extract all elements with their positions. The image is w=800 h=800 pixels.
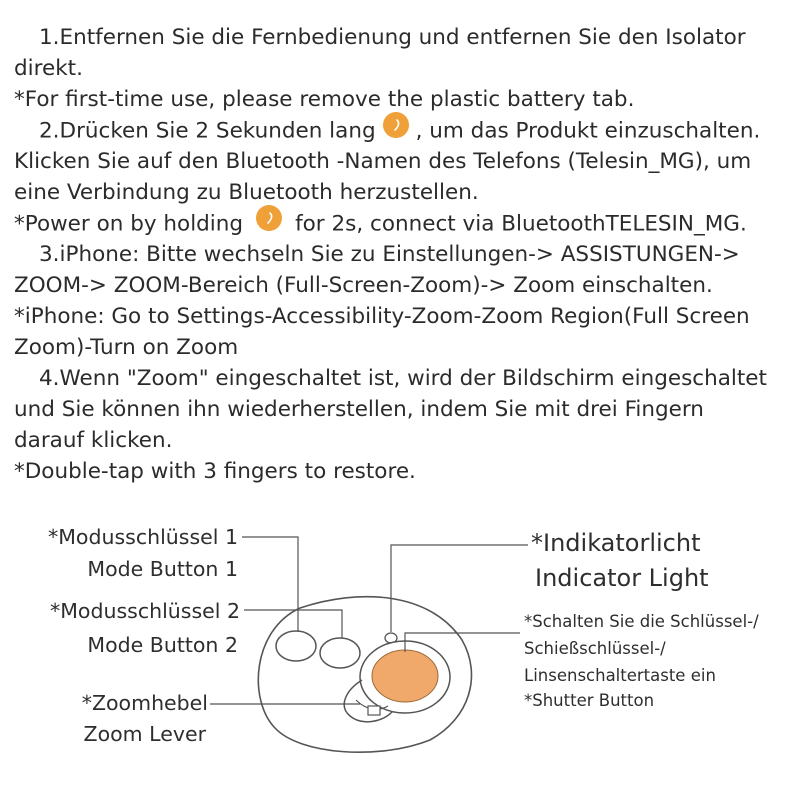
step1-de-line2: direkt. xyxy=(14,56,83,81)
step4-de-line1: 4.Wenn "Zoom" eingeschaltet ist, wird der Bildschirm eingeschaltet xyxy=(39,366,767,391)
step2-de-line2: Klicken Sie auf den Bluetooth -Namen des Telefons (Telesin_MG), um xyxy=(14,149,752,174)
mode1-label-de: *Modusschlüssel 1 xyxy=(47,525,238,549)
zoom-label-de: *Zoomhebel xyxy=(81,691,208,715)
shutter-button xyxy=(372,650,438,702)
shutter-label-de-1: *Schalten Sie die Schlüssel-/ xyxy=(524,612,759,631)
step1-en: *For first-time use, please remove the plastic battery tab. xyxy=(14,87,635,112)
mode2-label-de: *Modusschlüssel 2 xyxy=(49,599,240,623)
zoom-label-en: Zoom Lever xyxy=(83,722,206,746)
step4-en: *Double-tap with 3 fingers to restore. xyxy=(14,459,416,484)
step2-de-line1: 2.Drücken Sie 2 Sekunden lang , um das Produkt einzuschalten. xyxy=(14,115,794,148)
mode2-label-en: Mode Button 2 xyxy=(87,633,238,657)
mode-button-2 xyxy=(320,638,360,668)
step3-en-line2: Zoom)-Turn on Zoom xyxy=(14,335,239,360)
indicator-label-en: Indicator Light xyxy=(535,564,709,592)
step2-de-line3: eine Verbindung zu Bluetooth herzustellen. xyxy=(14,180,479,205)
step2-en: *Power on by holding for 2s, connect via BluetoothTELESIN_MG. xyxy=(14,208,794,241)
step4-de-line3: darauf klicken. xyxy=(14,428,173,453)
step3-de-line1: 3.iPhone: Bitte wechseln Sie zu Einstellungen-> ASSISTUNGEN-> xyxy=(39,242,740,267)
step3-de-line2: ZOOM-> ZOOM-Bereich (Full-Screen-Zoom)-> Zoom einschalten. xyxy=(14,273,713,298)
step1-de-line1: 1.Entfernen Sie die Fernbedienung und entfernen Sie den Isolator xyxy=(39,25,746,50)
step4-de-line2: und Sie können ihn wiederherstellen, indem Sie mit drei Fingern xyxy=(14,397,704,422)
shutter-label-de-3: Linsenschaltertaste ein xyxy=(524,666,716,685)
mode1-label-en: Mode Button 1 xyxy=(87,557,238,581)
mode-button-1 xyxy=(276,631,316,661)
shutter-label-en: *Shutter Button xyxy=(524,691,655,710)
indicator-label-de: *Indikatorlicht xyxy=(531,529,701,557)
step3-en-line1: *iPhone: Go to Settings-Accessibility-Zoom-Zoom Region(Full Screen xyxy=(14,304,750,329)
shutter-label-de-2: Schießschlüssel-/ xyxy=(524,639,666,658)
